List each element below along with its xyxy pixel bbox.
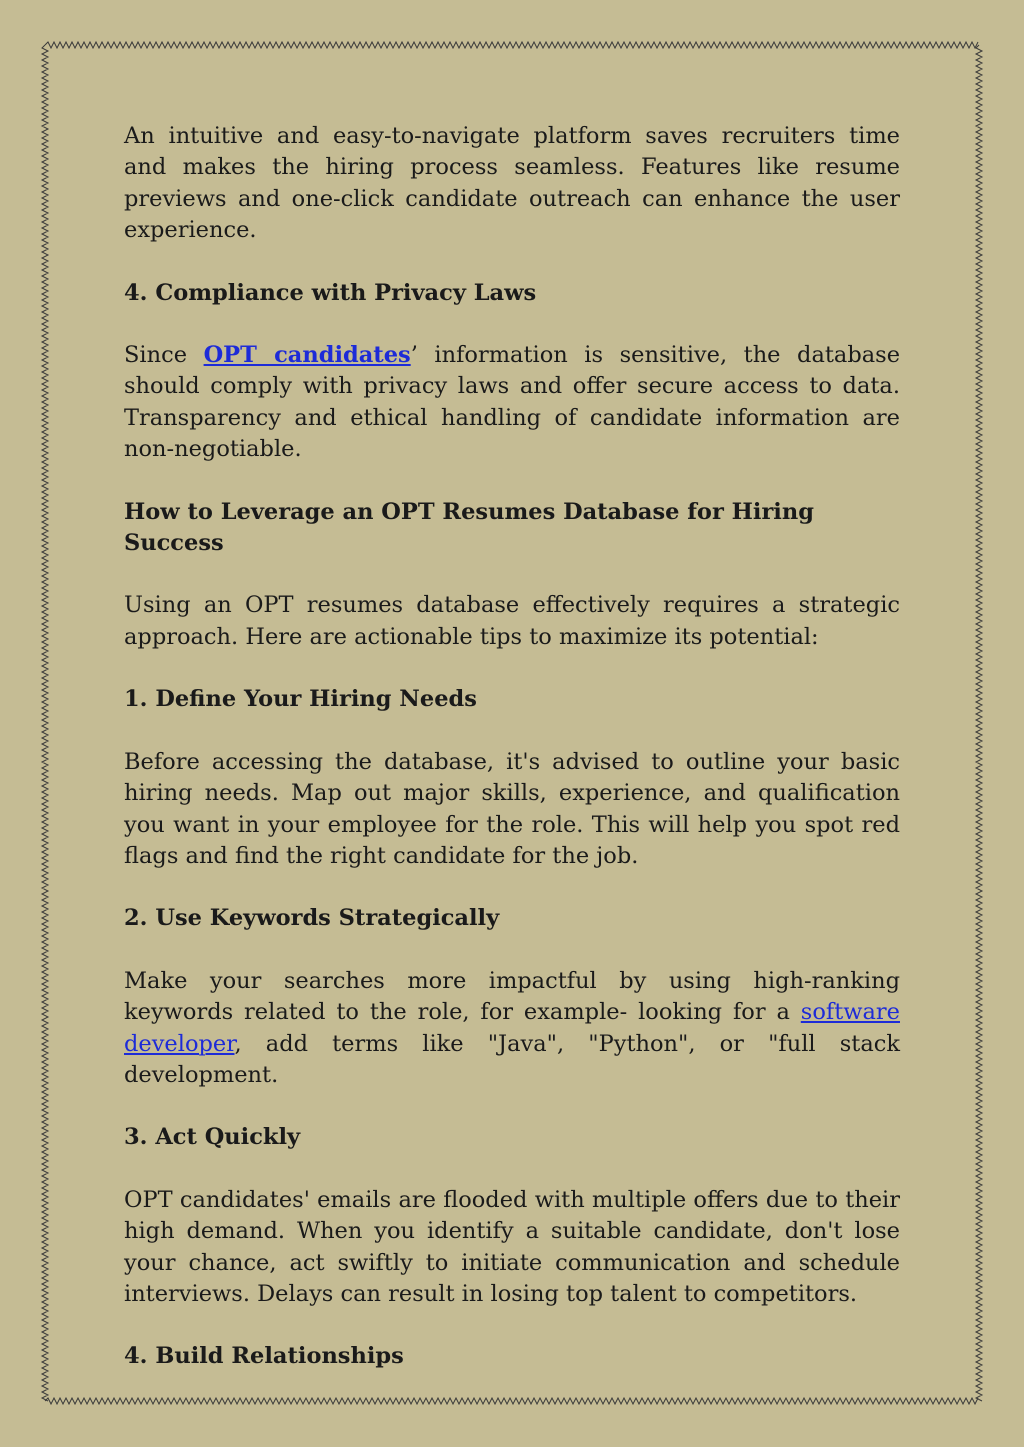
act-quickly-paragraph: OPT candidates' emails are flooded with multiple offers due to their high demand. When you identify a suitable candidate, don't lose your chance, act swiftly to initiate communication and schedule interviews. Delays can result in losing top talent to competitors. bbox=[124, 1186, 900, 1307]
leverage-paragraph: Using an OPT resumes database effectively requires a strategic approach. Here are actionable tips to maximize its potential: bbox=[124, 592, 900, 650]
heading-keywords: 2. Use Keywords Strategically bbox=[124, 905, 500, 932]
keywords-text-after: , add terms like "Java", "Python", or "full stack development. bbox=[124, 1030, 900, 1088]
heading-leverage: How to Leverage an OPT Resumes Database for Hiring Success bbox=[124, 498, 814, 557]
keywords-text-before: Make your searches more impactful by using high-ranking keywords related to the role, for example- looking for a bbox=[124, 967, 900, 1026]
heading-compliance: 4. Compliance with Privacy Laws bbox=[124, 279, 537, 306]
border-top-line bbox=[45, 42, 978, 48]
border-right-line bbox=[976, 45, 982, 1401]
define-needs-paragraph: Before accessing the database, it's advised to outline your basic hiring needs. Map out major skills, experience, and qualification you want in your employee for the role. This will help you spot red flags and find the right candidate for the job. bbox=[124, 748, 900, 869]
keywords-paragraph bbox=[124, 966, 900, 1092]
compliance-paragraph bbox=[124, 340, 900, 466]
opt-candidates-link[interactable]: OPT candidates bbox=[203, 342, 411, 369]
document-body bbox=[124, 121, 900, 1404]
border-left-line bbox=[42, 45, 48, 1401]
compliance-text-before: Since bbox=[124, 342, 204, 369]
heading-build-relationships: 4. Build Relationships bbox=[124, 1343, 404, 1370]
heading-act-quickly: 3. Act Quickly bbox=[124, 1124, 301, 1151]
software-developer-link[interactable]: software developer bbox=[124, 999, 900, 1057]
compliance-text-after: ’ information is sensitive, the database should comply with privacy laws and offer secure access to data. Transparency and ethical handling of candidate information are non-negotiable. bbox=[124, 342, 901, 463]
heading-define-needs: 1. Define Your Hiring Needs bbox=[124, 686, 477, 713]
intro-paragraph: An intuitive and easy-to-navigate platform saves recruiters time and makes the hiring process seamless. Features like resume previews and one-click candidate outreach can enhance the user experience. bbox=[124, 123, 900, 244]
